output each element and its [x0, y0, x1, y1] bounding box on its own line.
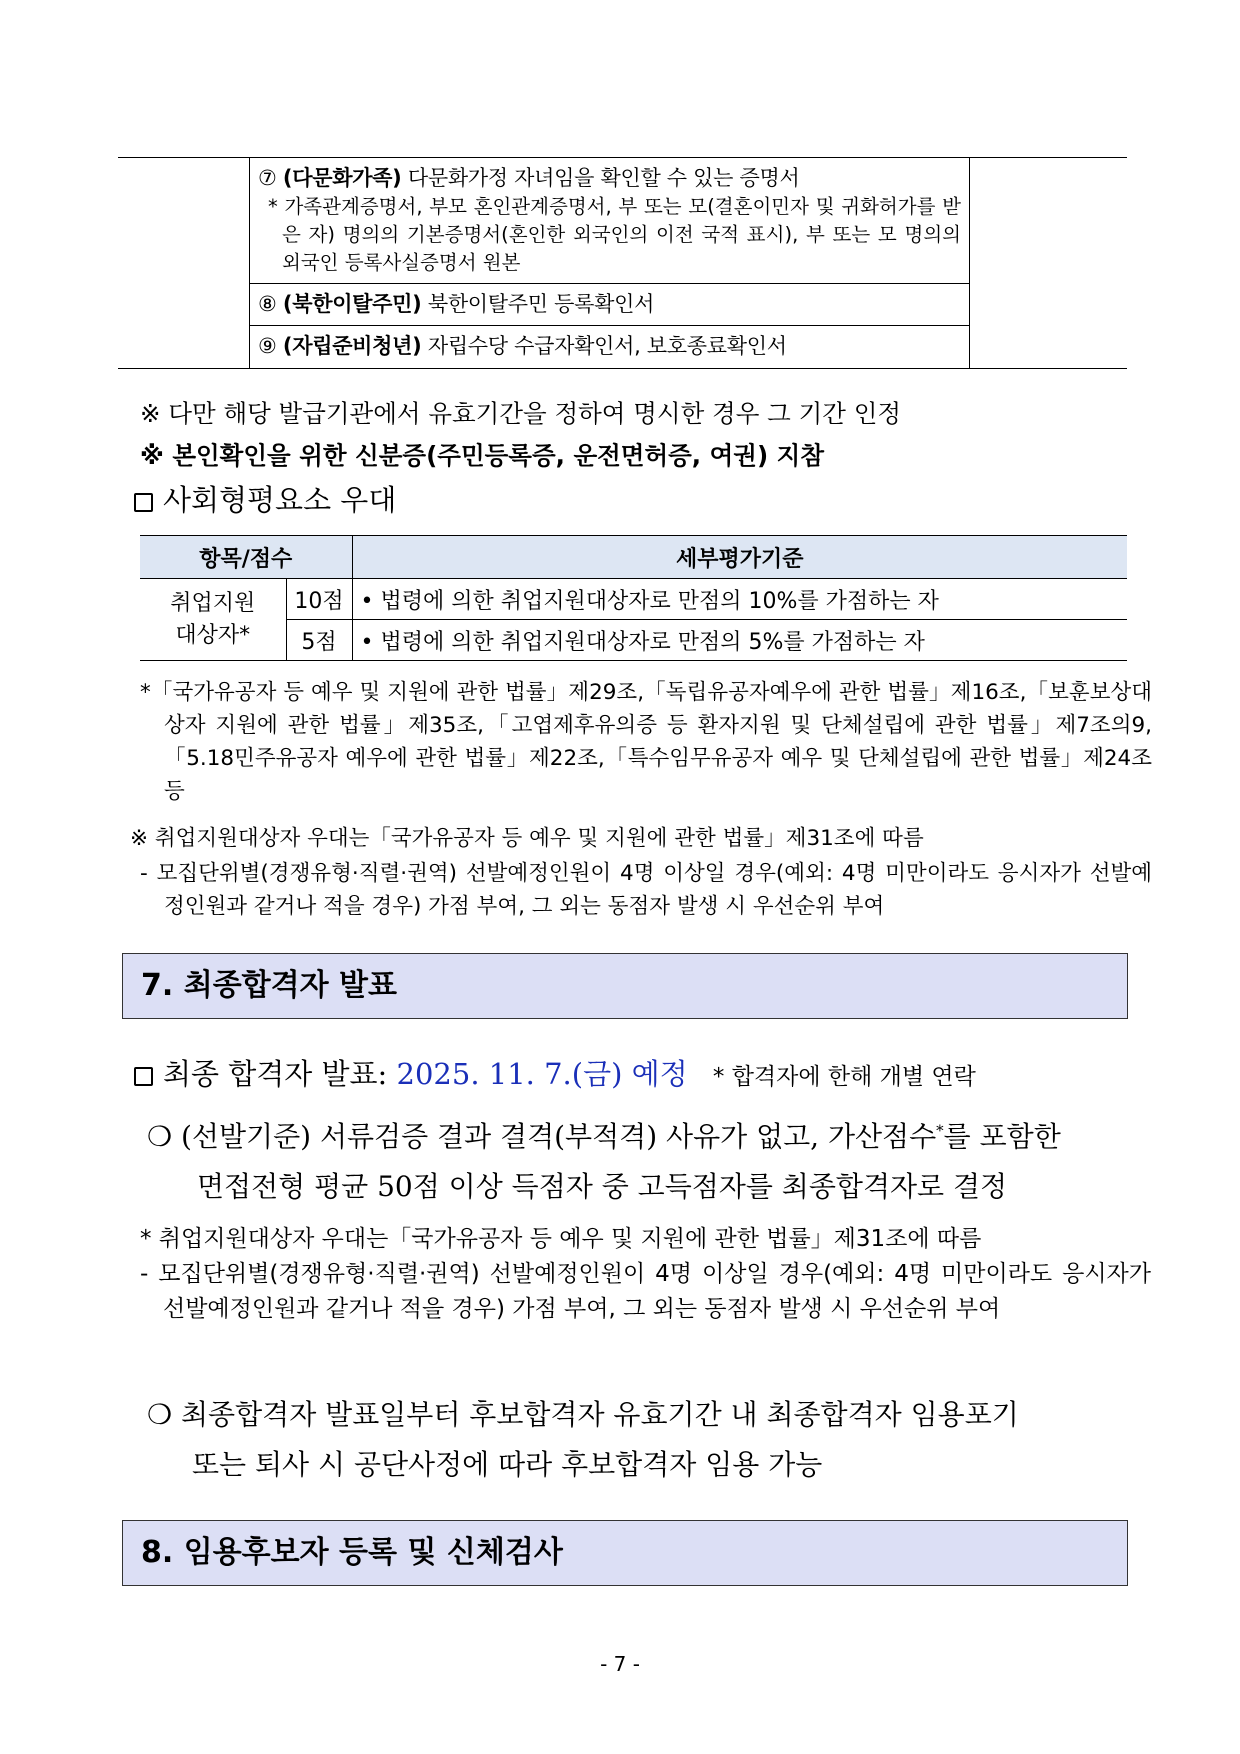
criteria-cell: • 법령에 의한 취업지원대상자로 만점의 5%를 가점하는 자: [352, 620, 1127, 661]
item-label: (북한이탈주민): [282, 292, 422, 316]
section-7-title: 7. 최종합격자 발표: [122, 953, 1128, 1019]
score-table: [140, 535, 1127, 661]
announcement-note: * 합격자에 한해 개별 연락: [712, 1064, 976, 1090]
item-number: ⑦: [258, 166, 277, 190]
header-item-score: 항목/점수: [140, 536, 352, 579]
id-required-note: ※ 본인확인을 위한 신분증(주민등록증, 운전면허증, 여권) 지참: [140, 441, 825, 470]
preference-footnote: ※ 취업지원대상자 우대는「국가유공자 등 예우 및 지원에 관한 법률」제31조에 따름: [130, 826, 924, 851]
documents-table: [118, 157, 1127, 369]
section-8-title: 8. 임용후보자 등록 및 신체검사: [122, 1520, 1128, 1586]
reserve-line1: ❍ 최종합격자 발표일부터 후보합격자 유효기간 내 최종합격자 임용포기: [147, 1398, 1019, 1431]
social-equity-heading: 사회형평요소 우대: [134, 478, 396, 519]
announcement-date: 2025. 11. 7.(금) 예정: [396, 1057, 688, 1091]
checkbox-square-icon: [134, 493, 153, 512]
preference-detail-2: - 모집단위별(경쟁유형·직렬·권역) 선발예정인원이 4명 이상일 경우(예외: 4명 미만이라도 응시자가 선발예정인원과 같거나 적을 경우) 가점 부여, 그 외는 동점자 발생 시 우선순위 부여: [140, 1261, 1151, 1322]
table-row: [140, 620, 1127, 661]
header-criteria: 세부평가기준: [352, 536, 1127, 579]
item-note: * 가족관계증명서, 부모 혼인관계증명서, 부 또는 모(결혼이민자 및 귀화허가를 받은 자) 명의의 기본증명서(혼인한 외국인의 이전 국적 표시), 부 또는 모 명의의 외국인 등록사실증명서 원본: [268, 195, 961, 274]
item-number: ⑧: [258, 292, 277, 316]
table-row-north-korean-defector: [250, 284, 970, 326]
table-row-multicultural: [250, 158, 970, 284]
table-row-independent-youth: [250, 326, 970, 369]
table-row: [140, 579, 1127, 620]
laws-footnote: *「국가유공자 등 예우 및 지원에 관한 법률」제29조,「독립유공자예우에 관한 법률」제16조,「보훈보상대상자 지원에 관한 법률」제35조,「고엽제후유의증 등 환자지원 및 단체설립에 관한 법률」제7조의9,「5.18민주유공자 예우에 관한 법률」제22조,「특수임무유공자 예우 및 단체설립에 관한 법률」제24조 등: [140, 680, 1152, 804]
checkbox-square-icon: [134, 1067, 153, 1086]
final-announcement: 최종 합격자 발표: 2025. 11. 7.(금) 예정 * 합격자에 한해 개별 연락: [134, 1052, 976, 1093]
item-label: (자립준비청년): [282, 334, 422, 358]
points-cell: 5점: [286, 620, 352, 661]
item-text: 자립수당 수급자확인서, 보호종료확인서: [427, 334, 787, 358]
points-cell: 10점: [286, 579, 352, 620]
criteria-cell: • 법령에 의한 취업지원대상자로 만점의 10%를 가점하는 자: [352, 579, 1127, 620]
validity-note: ※ 다만 해당 발급기관에서 유효기간을 정하여 명시한 경우 그 기간 인정: [140, 399, 902, 428]
preference-footnote-2: * 취업지원대상자 우대는「국가유공자 등 예우 및 지원에 관한 법률」제31조에 따름: [140, 1226, 982, 1252]
page-number: - 7 -: [600, 1652, 640, 1676]
selection-criteria-line2: 면접전형 평균 50점 이상 득점자 중 고득점자를 최종합격자로 결정: [197, 1170, 1008, 1203]
item-number: ⑨: [258, 334, 277, 358]
preference-detail: - 모집단위별(경쟁유형·직렬·권역) 선발예정인원이 4명 이상일 경우(예외: 4명 미만이라도 응시자가 선발예정인원과 같거나 적을 경우) 가점 부여, 그 외는 동점자 발생 시 우선순위 부여: [140, 861, 1152, 919]
item-text: 북한이탈주민 등록확인서: [427, 292, 655, 316]
item-label: (다문화가족): [282, 166, 402, 190]
item-text: 다문화가정 자녀임을 확인할 수 있는 증명서: [407, 166, 800, 190]
reserve-line2: 또는 퇴사 시 공단사정에 따라 후보합격자 임용 가능: [192, 1448, 823, 1481]
category-cell: 취업지원 대상자*: [140, 579, 286, 661]
selection-criteria-line1: ❍ (선발기준) 서류검증 결과 결격(부적격) 사유가 없고, 가산점수*를 포함한: [147, 1120, 1061, 1153]
